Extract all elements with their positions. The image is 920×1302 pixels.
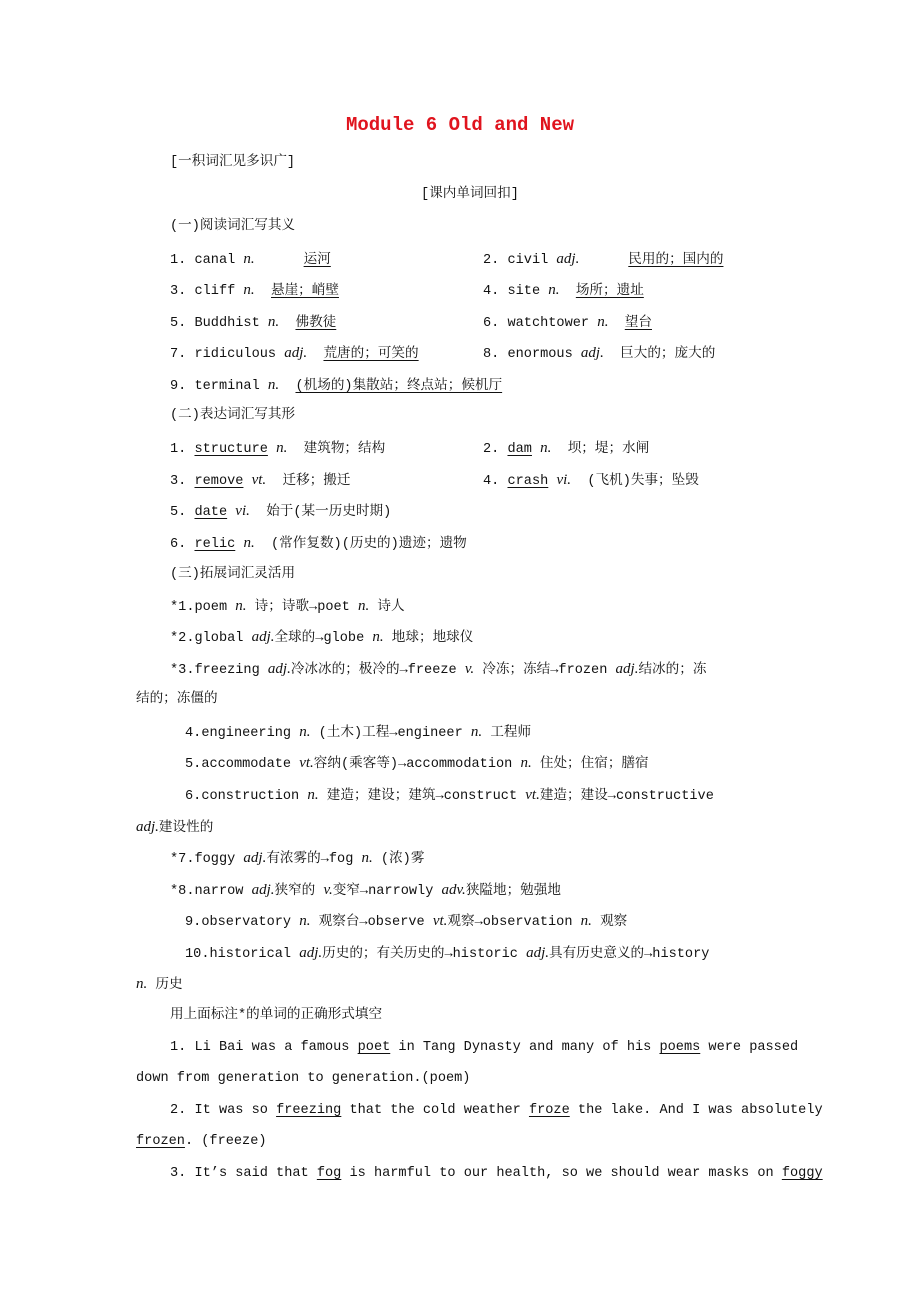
part-of-speech: adv. (441, 882, 466, 898)
text-segment: (常作复数)(历史的)遗迹；遗物 (254, 537, 467, 552)
text-segment (560, 284, 576, 299)
text-segment: 全球的→globe (274, 631, 373, 646)
text-segment: (二)表达词汇写其形 (170, 408, 296, 423)
document-line (170, 596, 405, 618)
document-line (136, 1132, 267, 1152)
vocab-entry-right (483, 249, 723, 271)
text-segment: 2. (483, 442, 508, 457)
text-segment: 6. watchtower (483, 316, 598, 331)
part-of-speech: n. (548, 282, 560, 298)
part-of-speech: n. (136, 976, 148, 992)
text-segment: 1. canal (170, 253, 244, 268)
text-segment: 观察 (591, 915, 628, 930)
answer-underlined: froze (528, 1103, 570, 1118)
answer-underlined: poet (357, 1040, 391, 1055)
part-of-speech: adj. (615, 661, 639, 677)
text-segment: 狭隘地；勉强地 (465, 884, 561, 899)
part-of-speech: n. (267, 314, 280, 330)
text-segment: 5. (170, 505, 195, 520)
text-segment: 4.engineering (185, 726, 300, 741)
part-of-speech: vt. (299, 755, 314, 771)
text-segment: 有浓雾的→fog (266, 852, 362, 867)
text-segment: 历史 (147, 978, 183, 993)
text-segment: 地球；地球仪 (383, 631, 474, 646)
text-segment (279, 316, 295, 331)
text-segment: the lake. And I was absolutely (569, 1103, 823, 1118)
text-segment: 建造；建设→constructive (539, 789, 714, 804)
text-segment (268, 442, 276, 457)
text-segment (532, 442, 540, 457)
part-of-speech: vt. (525, 787, 540, 803)
text-segment: 建筑物；结构 (287, 442, 386, 457)
text-segment: 4. site (483, 284, 549, 299)
text-segment: (三)拓展词汇灵活用 (170, 567, 296, 582)
part-of-speech: n. (267, 377, 280, 393)
answer-underlined: 场所；遗址 (575, 284, 644, 299)
vocab-entry-left (170, 249, 331, 271)
vocab-entry-right (483, 312, 652, 334)
part-of-speech: n. (372, 629, 384, 645)
part-of-speech: vi. (556, 472, 572, 488)
document-line (136, 690, 218, 710)
text-segment: . (freeze) (184, 1134, 267, 1149)
text-segment: were passed (700, 1040, 799, 1055)
part-of-speech: n. (358, 598, 370, 614)
text-segment: 变窄→narrowly (332, 884, 442, 899)
document-line (185, 785, 714, 807)
part-of-speech: adj. (243, 850, 267, 866)
part-of-speech: n. (243, 251, 255, 267)
text-segment: 诗；诗歌→poet (246, 600, 358, 615)
part-of-speech: vt. (432, 913, 448, 929)
text-segment: 2. civil (483, 253, 557, 268)
part-of-speech: v. (323, 882, 333, 898)
page-title: Module 6 Old and New (345, 114, 575, 136)
vocab-entry-left (170, 312, 336, 334)
part-of-speech: n. (235, 598, 247, 614)
part-of-speech: v. (464, 661, 475, 677)
text-segment (608, 316, 624, 331)
part-of-speech: adj. (284, 345, 308, 361)
part-of-speech: vi. (235, 503, 250, 519)
part-of-speech: adj. (526, 945, 549, 961)
text-segment: *7.foggy (170, 852, 244, 867)
document-line (170, 533, 467, 555)
vocab-entry-left (170, 343, 419, 365)
part-of-speech: vt. (251, 472, 267, 488)
text-segment: 建造；建设；建筑→construct (318, 789, 526, 804)
answer-underlined: foggy (781, 1166, 823, 1181)
answer-underlined: (机场的)集散站；终点站；候机厅 (295, 379, 503, 394)
part-of-speech: n. (520, 755, 532, 771)
text-segment: that the cold weather (341, 1103, 529, 1118)
document-line (185, 911, 627, 933)
part-of-speech: adj. (251, 882, 275, 898)
text-segment: 冷冻；冻结→frozen (474, 663, 616, 678)
text-segment: 3. (170, 474, 195, 489)
text-segment: 建设性的 (158, 821, 214, 836)
text-segment: (浓)雾 (372, 852, 425, 867)
answer-underlined: relic (194, 537, 236, 552)
text-segment: in Tang Dynasty and many of his (390, 1040, 660, 1055)
part-of-speech: n. (470, 724, 483, 740)
document-line (136, 817, 213, 839)
text-segment: 迁移；搬迁 (266, 474, 351, 489)
text-segment: 容纳(乘客等)→accommodation (313, 757, 521, 772)
answer-underlined: remove (194, 474, 244, 489)
answer-underlined: dam (507, 442, 532, 457)
text-segment: down from generation to generation.(poem) (136, 1071, 471, 1086)
document-line (170, 375, 502, 397)
document-line (170, 627, 473, 649)
document-line (185, 753, 649, 775)
part-of-speech: n. (361, 850, 373, 866)
text-segment: 3. It’s said that (170, 1166, 317, 1181)
document-line (170, 848, 424, 870)
text-segment: 6.construction (185, 789, 308, 804)
document-line (136, 974, 183, 996)
text-segment: *3.freezing (170, 663, 268, 678)
part-of-speech: adj. (251, 629, 275, 645)
part-of-speech: n. (299, 724, 311, 740)
text-segment: 观察→observation (447, 915, 581, 930)
text-segment: 结的；冻僵的 (136, 692, 218, 707)
answer-underlined: freezing (276, 1103, 342, 1118)
part-of-speech: adj. (267, 661, 291, 677)
answer-underlined: 悬崖；峭壁 (271, 284, 339, 299)
part-of-speech: adj. (580, 345, 604, 361)
text-segment (255, 253, 304, 268)
answer-underlined: 望台 (624, 316, 652, 331)
answer-underlined: 佛教徒 (295, 316, 337, 331)
part-of-speech: n. (540, 440, 552, 456)
text-segment: 1. Li Bai was a famous (170, 1040, 358, 1055)
document-line (170, 501, 391, 523)
document-line (421, 185, 519, 205)
vocab-entry-left (170, 280, 339, 302)
vocab-entry-right (483, 438, 649, 460)
text-segment: 1. (170, 442, 195, 457)
part-of-speech: n. (299, 913, 311, 929)
text-segment (604, 347, 620, 362)
text-segment: 3. cliff (170, 284, 244, 299)
part-of-speech: n. (243, 282, 255, 298)
text-segment: 具有历史意义的→history (548, 947, 710, 962)
document-line (170, 153, 295, 173)
answer-underlined: crash (507, 474, 549, 489)
document-line (170, 880, 561, 902)
vocab-entry-left (170, 470, 350, 492)
text-segment: 8. enormous (483, 347, 581, 362)
answer-underlined: poems (659, 1040, 701, 1055)
document-line (170, 1164, 823, 1184)
document-line (136, 1069, 470, 1089)
answer-underlined: date (194, 505, 228, 520)
vocab-entry-right (483, 343, 715, 365)
document-line (170, 659, 706, 681)
document-line (170, 406, 295, 426)
text-segment: (飞机)失事；坠毁 (571, 474, 699, 489)
text-segment: 结冰的；冻 (638, 663, 707, 678)
text-segment (307, 347, 323, 362)
text-segment: 6. (170, 537, 195, 552)
text-segment: 坝；堤；水闸 (551, 442, 650, 457)
text-segment: 观察台→observe (310, 915, 433, 930)
text-segment: *1.poem (170, 600, 236, 615)
text-segment (279, 379, 295, 394)
text-segment: 住处；住宿；膳宿 (531, 757, 649, 772)
text-segment: 始于(某一历史时期) (249, 505, 392, 520)
document-line (170, 217, 295, 237)
vocab-entry-right (483, 280, 644, 302)
document-line (170, 565, 295, 585)
text-segment: is harmful to our health, so we should wear masks on (341, 1166, 782, 1181)
document-line (170, 1101, 823, 1121)
document-line (185, 943, 709, 965)
answer-underlined: frozen (136, 1134, 185, 1149)
text-segment (243, 474, 251, 489)
text-segment: 9. terminal (170, 379, 268, 394)
text-segment: *2.global (170, 631, 252, 646)
text-segment: [课内单词回扣] (421, 187, 519, 202)
text-segment: 历史的；有关历史的→historic (322, 947, 527, 962)
text-segment: 狭窄的 (274, 884, 324, 899)
text-segment: 工程师 (482, 726, 532, 741)
part-of-speech: n. (276, 440, 288, 456)
text-segment: 诗人 (369, 600, 405, 615)
text-segment: 5.accommodate (185, 757, 300, 772)
text-segment: 巨大的；庞大的 (620, 347, 716, 362)
part-of-speech: n. (307, 787, 319, 803)
answer-underlined: fog (316, 1166, 342, 1181)
answer-underlined: 运河 (303, 253, 331, 268)
text-segment: 2. It was so (170, 1103, 277, 1118)
part-of-speech: adj. (136, 819, 159, 835)
part-of-speech: adj. (556, 251, 580, 267)
text-segment: 冷冰冰的；极冷的→freeze (290, 663, 465, 678)
text-segment: 10.historical (185, 947, 300, 962)
vocab-entry-left (170, 438, 385, 460)
document-line (170, 1038, 798, 1058)
answer-underlined: structure (194, 442, 268, 457)
text-segment: 7. ridiculous (170, 347, 285, 362)
text-segment: (一)阅读词汇写其义 (170, 219, 296, 234)
text-segment: 用上面标注*的单词的正确形式填空 (170, 1008, 383, 1023)
vocab-entry-right (483, 470, 699, 492)
text-segment: [一积词汇见多识广] (170, 155, 296, 170)
part-of-speech: n. (597, 314, 609, 330)
document-line (170, 1006, 382, 1026)
answer-underlined: 民用的；国内的 (628, 253, 724, 268)
text-segment (255, 284, 271, 299)
part-of-speech: n. (243, 535, 255, 551)
text-segment: 4. (483, 474, 508, 489)
answer-underlined: 荒唐的；可笑的 (323, 347, 419, 362)
text-segment: (土木)工程→engineer (310, 726, 471, 741)
text-segment: *8.narrow (170, 884, 252, 899)
document-line (185, 722, 531, 744)
text-segment: 5. Buddhist (170, 316, 268, 331)
text-segment: 9.observatory (185, 915, 300, 930)
part-of-speech: n. (580, 913, 592, 929)
text-segment (579, 253, 628, 268)
part-of-speech: adj. (299, 945, 323, 961)
